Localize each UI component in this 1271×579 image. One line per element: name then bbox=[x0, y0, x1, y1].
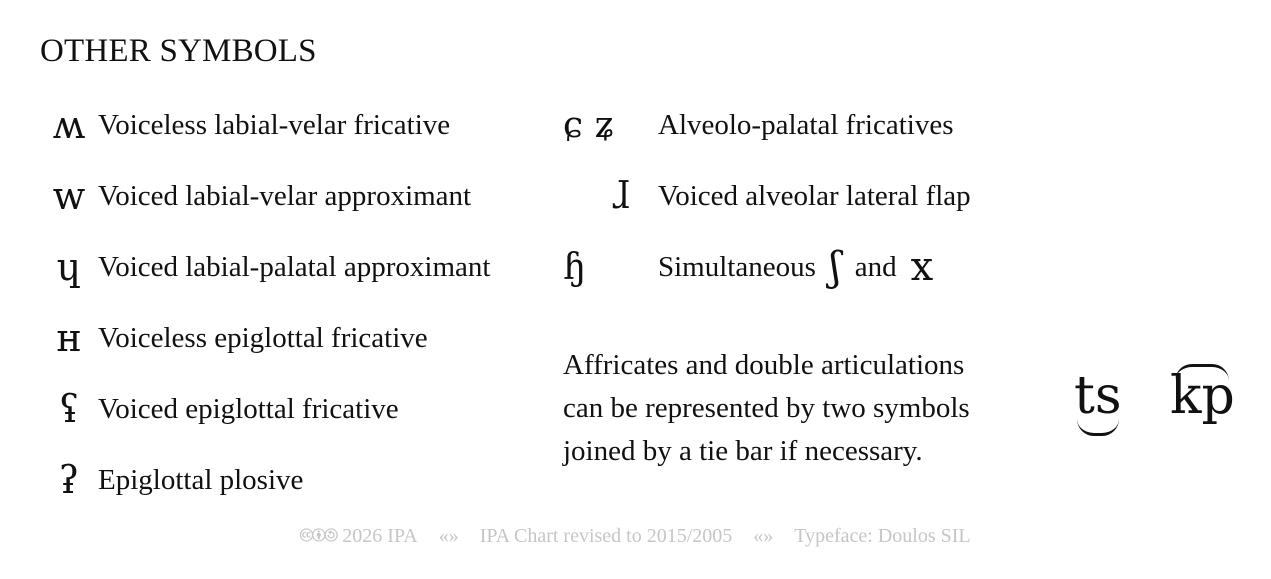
ipa-symbol: ʍ bbox=[52, 103, 86, 147]
ipa-symbol-esh: ʃ bbox=[829, 244, 841, 290]
symbol-label: Epiglottal plosive bbox=[98, 463, 304, 496]
symbol-label: Voiceless labial-velar fricative bbox=[98, 108, 451, 141]
symbol-row-epiglottal-plosive bbox=[40, 455, 303, 505]
footer-separator: «» bbox=[753, 525, 774, 547]
simultaneous-label: Simultaneous bbox=[658, 250, 816, 283]
symbol-row-voiceless-labial-velar-fricative bbox=[40, 100, 450, 150]
footer-separator: «» bbox=[438, 525, 459, 547]
revision-text: IPA Chart revised to 2015/2005 bbox=[479, 525, 733, 547]
ipa-symbol: ɥ bbox=[56, 245, 82, 289]
symbol-row-simultaneous bbox=[563, 242, 947, 292]
description-line: can be represented by two symbols bbox=[563, 392, 970, 424]
ipa-symbol: ʜ bbox=[56, 316, 82, 360]
tie-example-undertie bbox=[1074, 366, 1122, 426]
ipa-symbol-x: x bbox=[910, 244, 934, 290]
description-line: Affricates and double articulations bbox=[563, 349, 965, 381]
symbol-row-voiced-epiglottal-fricative bbox=[40, 384, 399, 434]
overtie-bar bbox=[1175, 364, 1229, 381]
undertie-bar bbox=[1077, 419, 1119, 436]
symbol-label: Voiced epiglottal fricative bbox=[98, 392, 399, 425]
symbol-label: Alveolo-palatal fricatives bbox=[658, 108, 954, 141]
symbol-row-voiced-labial-velar-approximant bbox=[40, 171, 471, 221]
typeface-text: Typeface: Doulos SIL bbox=[794, 525, 971, 547]
footer bbox=[0, 525, 1271, 549]
tie-bar-description bbox=[563, 344, 1033, 473]
ipa-symbol: ɺ bbox=[611, 175, 630, 217]
ipa-symbol: ɧ bbox=[563, 246, 587, 288]
symbol-label: Voiced alveolar lateral flap bbox=[658, 179, 971, 212]
symbol-label: Voiced labial-velar approximant bbox=[98, 179, 472, 212]
symbol-row-voiced-labial-palatal-approximant bbox=[40, 242, 490, 292]
ipa-symbol: w bbox=[52, 174, 86, 218]
symbol-label: Voiceless epiglottal fricative bbox=[98, 321, 428, 354]
license-text: 🅭🅯🄎 2026 IPA bbox=[300, 525, 418, 547]
section-title: OTHER SYMBOLS bbox=[40, 33, 317, 69]
and-label: and bbox=[854, 250, 897, 283]
symbol-row-alveolo-palatal-fricatives bbox=[563, 100, 954, 150]
symbol-row-voiced-alveolar-lateral-flap bbox=[563, 171, 971, 221]
tie-example-overtie bbox=[1170, 366, 1235, 426]
ipa-symbol: ʢ bbox=[58, 387, 80, 431]
symbol-row-voiceless-epiglottal-fricative bbox=[40, 313, 428, 363]
ipa-symbol: ʡ bbox=[58, 458, 80, 502]
ipa-symbol: ɕ ʑ bbox=[563, 104, 615, 146]
tie-example-text: kp bbox=[1170, 366, 1235, 426]
symbol-label: Voiced labial-palatal approximant bbox=[98, 250, 491, 283]
description-line: joined by a tie bar if necessary. bbox=[563, 435, 923, 467]
tie-example-text: ts bbox=[1074, 366, 1122, 426]
